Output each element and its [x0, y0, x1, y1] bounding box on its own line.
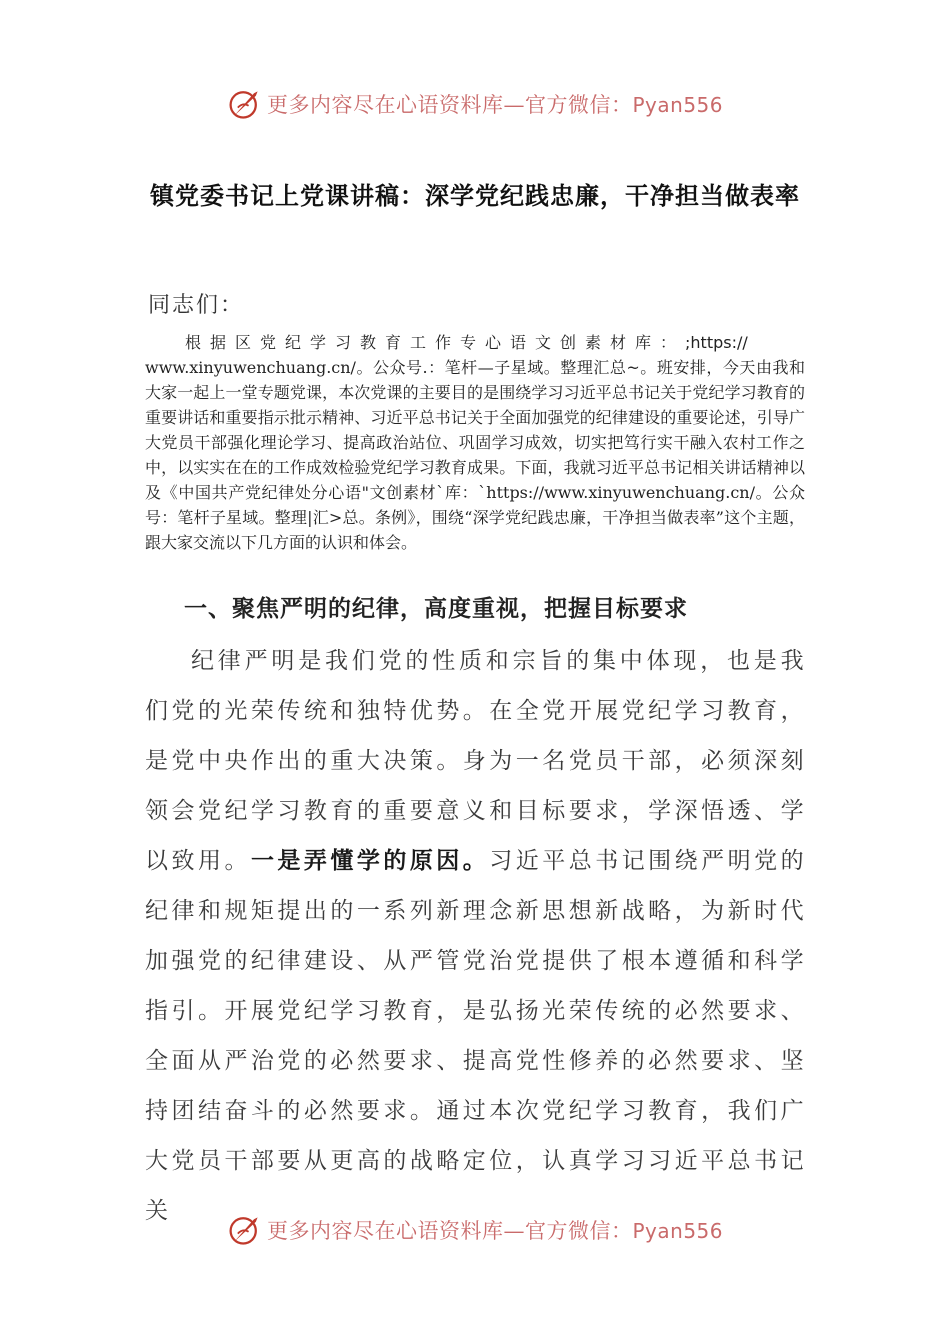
watermark-text: 更多内容尽在心语资料库—官方微信：Pyan556 — [266, 1219, 723, 1243]
intro-first-line: 根据区党纪学习教育工作专心语文创素材库：;https:// — [185, 333, 748, 352]
salutation: 同志们： — [148, 293, 245, 318]
quill-logo-icon — [227, 86, 263, 122]
wechat-id: Pyan556 — [632, 93, 723, 117]
quill-logo-icon — [227, 1212, 263, 1248]
watermark-text: 更多内容尽在心语资料库—官方微信：Pyan556 — [266, 93, 723, 117]
intro-rest: www.xinyuwenchuang.cn/。公众号.：笔杆—子星域。整理汇总~。班安排，今天由我和大家一起上一堂专题党课，本次党课的主要目的是围绕学习习近平总书记关于党纪学习教育的重要讲话和重要指示批示精神、习近平总书记关于全面加强党的纪律建设的重要论述，引导广大党员干部强化理论学习、提高政治站位、巩固学习成效，切实把笃行实干融入农村工作之中，以实实在在的工作成效检验党纪学习教育成果。下面，我就习近平总书记相关讲话精神以及《中国共产党纪律处分心语"文创素材`库：`https://www.xinyuwenchuang.cn/。公众号：笔杆子星域。整理|汇>总。条例》，围绕“深学党纪践忠廉，干净担当做表率”这个主题，跟大家交流以下几方面的认识和体会。 — [145, 358, 805, 552]
document-title: 镇党委书记上党课讲稿：深学党纪践忠廉，干净担当做表率 — [150, 181, 800, 210]
bold-point-1: 一是弄懂学的原因。 — [250, 847, 490, 874]
section-heading-1: 一、聚焦严明的纪律，高度重视，把握目标要求 — [184, 595, 688, 622]
body-paragraph-1: 纪律严明是我们党的性质和宗旨的集中体现，也是我们党的光荣传统和独特优势。在全党开展党纪学习教育，是党中央作出的重大决策。身为一名党员干部，必须深刻领会党纪学习教育的重要意义和目标要求，学深悟透、学以致用。一是弄懂学的原因。习近平总书记围绕严明党的纪律和规矩提出的一系列新理念新思想新战略，为新时代加强党的纪律建设、从严管党治党提供了根本遵循和科学指引。开展党纪学习教育，是弘扬光荣传统的必然要求、全面从严治党的必然要求、提高党性修养的必然要求、坚持团结奋斗的必然要求。通过本次党纪学习教育，我们广大党员干部要从更高的战略定位，认真学习习近平总书记关 — [145, 648, 807, 1224]
wechat-id: Pyan556 — [632, 1219, 723, 1243]
watermark-banner-bottom — [0, 1210, 950, 1250]
intro-paragraph — [145, 330, 805, 555]
watermark-banner-top — [0, 84, 950, 124]
